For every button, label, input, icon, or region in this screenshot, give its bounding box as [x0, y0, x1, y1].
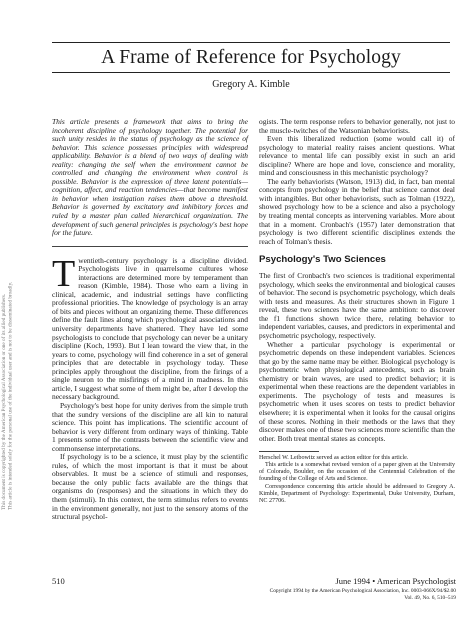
footnote: Correspondence concerning this article should be addressed to Gregory A. Kimble, Department of Psychology: Experimental, Duke University, Durham, NC 27706.	[259, 483, 455, 504]
right-column	[259, 118, 455, 505]
footnote: This article is a somewhat revised version of a paper given at the University of Colorado, Boulder, on the occasion of the Centennial Celebration of the founding of the College of Arts and Science.	[259, 462, 455, 483]
intro-paragraph	[52, 252, 248, 402]
page-number: 510	[52, 576, 65, 586]
body-paragraph: The early behaviorists (Watson, 1913) did, in fact, ban mental concepts from psychology in the belief that science cannot deal with intangibles. But other behaviorists, such as Tolman (1922), showed psychology how to be a science and also a psychology by treating mental concepts as intervening variables. More about that in a moment. Cronbach's (1957) later demonstration that psychology is two different scientific disciplines extends the reach of Tolman's thesis.	[259, 176, 455, 246]
abstract: This article presents a framework that aims to bring the incoherent discipline of psychology together. The potential for such unity resides in the status of psychology as the science of behavior. This science possesses principles with widespread applicability. Behavior is a blend of two ways of dealing with reality: changing the self when the environment cannot be controlled and changing the environment when control is possible. Behavior is the expression of three latent potentials—cognition, affect, and reaction tendencies—that become manifest in behavior when instigation raises them above a threshold. Behavior is governed by excitatory and inhibitory forces and ruled by a master plan called hierarchical organization. The development of such general principles is psychology's best hope for the future.	[52, 117, 248, 238]
drop-cap: T	[52, 252, 76, 295]
copyright-text: Copyright 1994 by the American Psychological Association, Inc. 0003-066X/94/$2.00	[269, 588, 456, 594]
section-heading: Psychology's Two Sciences	[259, 254, 386, 266]
copyright-line	[260, 588, 456, 601]
body-paragraph: Even this liberalized reduction (some would call it) of psychology to material reality raises ancient questions. What relevance to mental life can possibly exist in such an arid discipline? Where are hope and love, conscience and morality, mind and consciousness in this mechanistic psychology?	[259, 134, 455, 178]
title-bottom-rule	[52, 72, 450, 73]
footnote: Herschel W. Leibowitz served as action editor for this article.	[259, 455, 409, 462]
article-title: A Frame of Reference for Psychology	[101, 47, 401, 68]
body-paragraph: If psychology is to be a science, it must play by the scientific rules, of which the most important is that it must be about observables. It must be a science of stimuli and responses, because the only public facts available are the things that organisms do (responses) and the situations in which they do them (stimuli). In this context, the term stimulus refers to events in the environment generally, not just to the sensory atoms of the structural psychol-	[52, 452, 248, 522]
intro-text: wentieth-century psychology is a discipline divided. Psychologists live in quarrelsome cultures whose interactions are determined more by temperament than reason (Kimble, 1984). Those who earn a living in clinical, academic, and industrial settings have conflicting professional priorities. The knowledge of psychology is an array of bits and pieces without an organizing theme. These differences define the fault lines along which psychological associations and university departments have shattered. They have led some psychologists to conclude that psychology can never be a unitary discipline (Koch, 1993). But I lean toward the view that, in the years to come, psychology will find coherence in a set of general principles that are detectable in psychology today. These principles apply throughout the discipline, from the firings of a single neuron to the misfirings of a mind in madness. In this article, I suggest what some of them might be, after I develop the necessary background.	[52, 255, 248, 402]
body-paragraph: Psychology's best hope for unity derives from the simple truth that the sundry versions of the discipline are all kin to natural science. This point has implications. The scientific account of behavior is very different from ordinary ways of thinking. Table 1 presents some of the contrasts between the scientific view and commonsense interpretations.	[52, 400, 248, 453]
left-column	[52, 118, 248, 522]
body-paragraph: ogists. The term response refers to behavior generally, not just to the muscle-twitches of the Watsonian behaviorists.	[259, 117, 455, 135]
author-name: Gregory A. Kimble	[212, 79, 290, 90]
abstract-rule	[52, 246, 248, 247]
side-notice-line: This article is intended solely for the personal use of the individual user and is not to be disseminated broadly.	[7, 281, 14, 510]
volume-info: Vol. 49, No. 6, 510–519	[404, 594, 456, 601]
side-notice-line: This document is copyrighted by the American Psychological Association or one of its allied publishers.	[1, 293, 7, 510]
copyright-side-notice	[1, 180, 29, 510]
footnote-rule	[259, 451, 319, 452]
body-paragraph: The first of Cronbach's two sciences is traditional experimental psychology, which seeks the environmental and biological causes of behavior. The second is psychometric psychology, which deals with tests and measures. As their structures shown in Figure 1 reveal, these two sciences have the same ambition: to discover the f1 functions shown twice there, relating behavior to independent variables, causes, and predictors in experimental and psychometric psychology, respectively.	[259, 271, 455, 341]
body-paragraph: Whether a particular psychology is experimental or psychometric depends on these independent variables. Sciences that go by the same name may be either. Biological psychology is psychometric when physiological antecedents, such as brain chemistry or brain waves, are used to predict behavior; it is experimental when these reactions are the dependent variables in experiments. The psychology of tests and measures is psychometric when it uses scores on tests to predict behavior elsewhere; it is experimental when it looks for the causal origins of these scores. Nothing in their methods or the laws that they discover makes one of these two sciences more scientific than the other. Both treat mental states as concepts.	[259, 339, 455, 443]
title-top-rule	[52, 42, 450, 43]
journal-issue: June 1994 • American Psychologist	[335, 576, 456, 586]
footnotes	[259, 455, 455, 505]
